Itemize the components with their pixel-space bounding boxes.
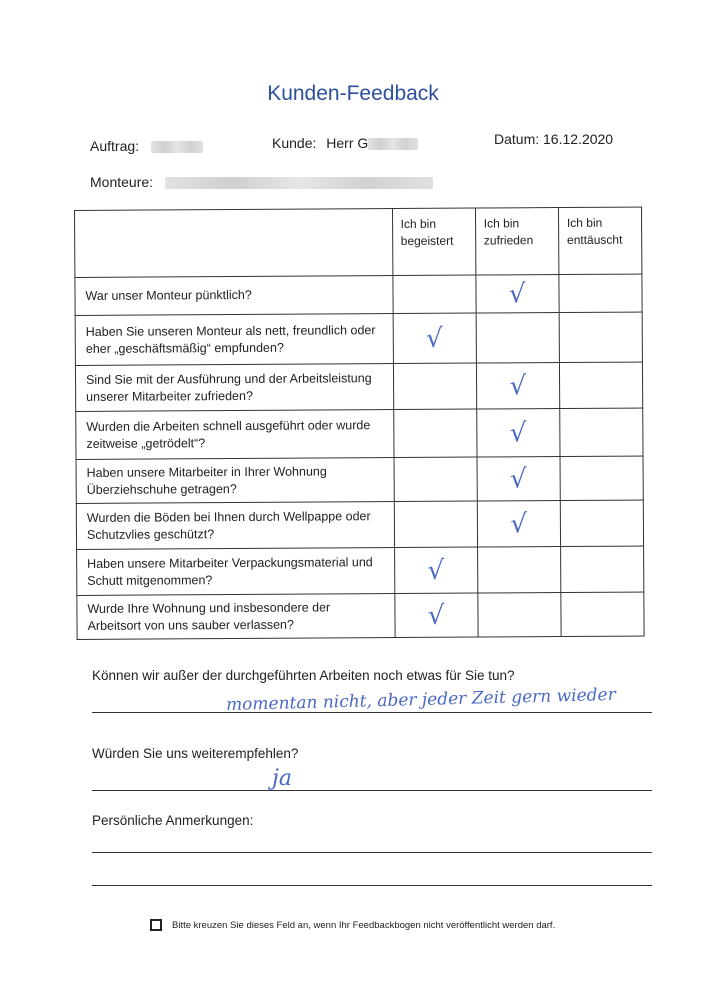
auftrag-redacted: [151, 141, 203, 153]
kunde-label: Kunde:: [272, 135, 317, 151]
question-recommend-label: Würden Sie uns weiterempfehlen?: [92, 746, 299, 761]
table-row: [76, 456, 643, 503]
table-row: [76, 500, 643, 549]
rating-cell[interactable]: [394, 457, 477, 502]
answer-line: [92, 712, 652, 713]
publication-optout: [150, 919, 555, 931]
rating-cell[interactable]: [560, 408, 643, 457]
rating-cell[interactable]: [394, 593, 477, 638]
kunde-redacted: [368, 138, 418, 150]
table-row: [76, 408, 643, 459]
question-text: Wurde Ihre Wohnung und insbesondere der Arbeitsort von uns sauber verlassen?: [77, 594, 395, 640]
checkmark-icon: √: [426, 323, 443, 354]
kunde-field: [272, 135, 418, 151]
checkmark-icon: √: [427, 600, 445, 631]
optout-label: Bitte kreuzen Sie dieses Feld an, wenn Ihr Feedbackbogen nicht veröffentlicht werden darf.: [172, 919, 556, 931]
comment-line-1: [92, 852, 652, 853]
rating-cell[interactable]: [559, 274, 642, 313]
rating-cell[interactable]: [560, 546, 643, 593]
table-row: [75, 362, 642, 411]
checkmark-icon: √: [510, 463, 527, 494]
rating-cell[interactable]: [559, 312, 642, 363]
column-header: Ich bin begeistert: [392, 208, 476, 276]
monteure-redacted: [165, 177, 433, 189]
question-comments-label: Persönliche Anmerkungen:: [92, 813, 254, 828]
handwritten-answer-services: momentan nicht, aber jeder Zeit gern wieder: [225, 684, 616, 716]
question-text: Wurden die Böden bei Ihnen durch Wellpappe oder Schutzvlies geschützt?: [76, 502, 394, 550]
question-text: War unser Monteur pünktlich?: [75, 276, 393, 316]
feedback-table: [74, 207, 645, 640]
checkmark-icon: √: [508, 278, 526, 309]
table-header-row: [75, 207, 642, 277]
monteure-label: Monteure:: [90, 174, 154, 190]
question-text: Wurden die Arbeiten schnell ausgeführt oder wurde zeitweise „getrödelt“?: [76, 410, 394, 460]
table-row: [77, 592, 644, 639]
question-text: Haben Sie unseren Monteur als nett, freundlich oder eher „geschäftsmäßig“ empfunden?: [75, 314, 393, 366]
table-row: [75, 312, 642, 365]
question-services-label: Können wir außer der durchgeführten Arbeiten noch etwas für Sie tun?: [92, 668, 515, 683]
monteure-field: [90, 174, 433, 190]
rating-cell[interactable]: [393, 409, 476, 458]
rating-cell[interactable]: [560, 456, 643, 501]
answer-line: [92, 790, 652, 791]
rating-cell[interactable]: [561, 592, 644, 637]
checkmark-icon: √: [510, 508, 528, 539]
rating-cell[interactable]: [392, 275, 475, 314]
rating-cell[interactable]: [394, 501, 477, 548]
header-blank-cell: [75, 209, 393, 278]
rating-cell[interactable]: [476, 363, 559, 410]
rating-cell[interactable]: [559, 362, 642, 409]
rating-cell[interactable]: [393, 313, 476, 364]
question-text: Haben unsere Mitarbeiter in Ihrer Wohnung Überziehschuhe getragen?: [76, 458, 394, 504]
page-title: Kunden-Feedback: [267, 82, 439, 105]
column-header: Ich bin enttäuscht: [558, 207, 642, 275]
rating-cell[interactable]: [477, 547, 560, 594]
handwritten-answer-recommend: ja: [272, 766, 292, 791]
checkmark-icon: √: [427, 555, 445, 586]
datum-field: Datum: 16.12.2020: [494, 131, 614, 147]
optout-checkbox[interactable]: [150, 919, 162, 931]
column-header: Ich bin zufrieden: [475, 208, 559, 276]
rating-cell[interactable]: [476, 313, 559, 364]
table-row: [75, 274, 642, 315]
rating-cell[interactable]: [394, 547, 477, 594]
checkmark-icon: √: [509, 417, 527, 448]
table-row: [77, 546, 644, 595]
rating-cell[interactable]: [476, 275, 559, 314]
rating-cell[interactable]: [477, 457, 560, 502]
kunde-value: Herr G: [326, 135, 369, 151]
checkmark-icon: √: [509, 370, 527, 401]
question-text: Haben unsere Mitarbeiter Verpackungsmaterial und Schutt mitgenommen?: [77, 548, 395, 596]
question-text: Sind Sie mit der Ausführung und der Arbeitsleistung unserer Mitarbeiter zufrieden?: [75, 364, 393, 412]
rating-cell[interactable]: [560, 500, 643, 547]
rating-cell[interactable]: [476, 409, 559, 458]
auftrag-label: Auftrag:: [90, 138, 140, 154]
comment-line-2: [92, 885, 652, 886]
rating-cell[interactable]: [393, 363, 476, 410]
rating-cell[interactable]: [477, 501, 560, 548]
auftrag-field: [90, 138, 203, 154]
rating-cell[interactable]: [478, 593, 561, 638]
